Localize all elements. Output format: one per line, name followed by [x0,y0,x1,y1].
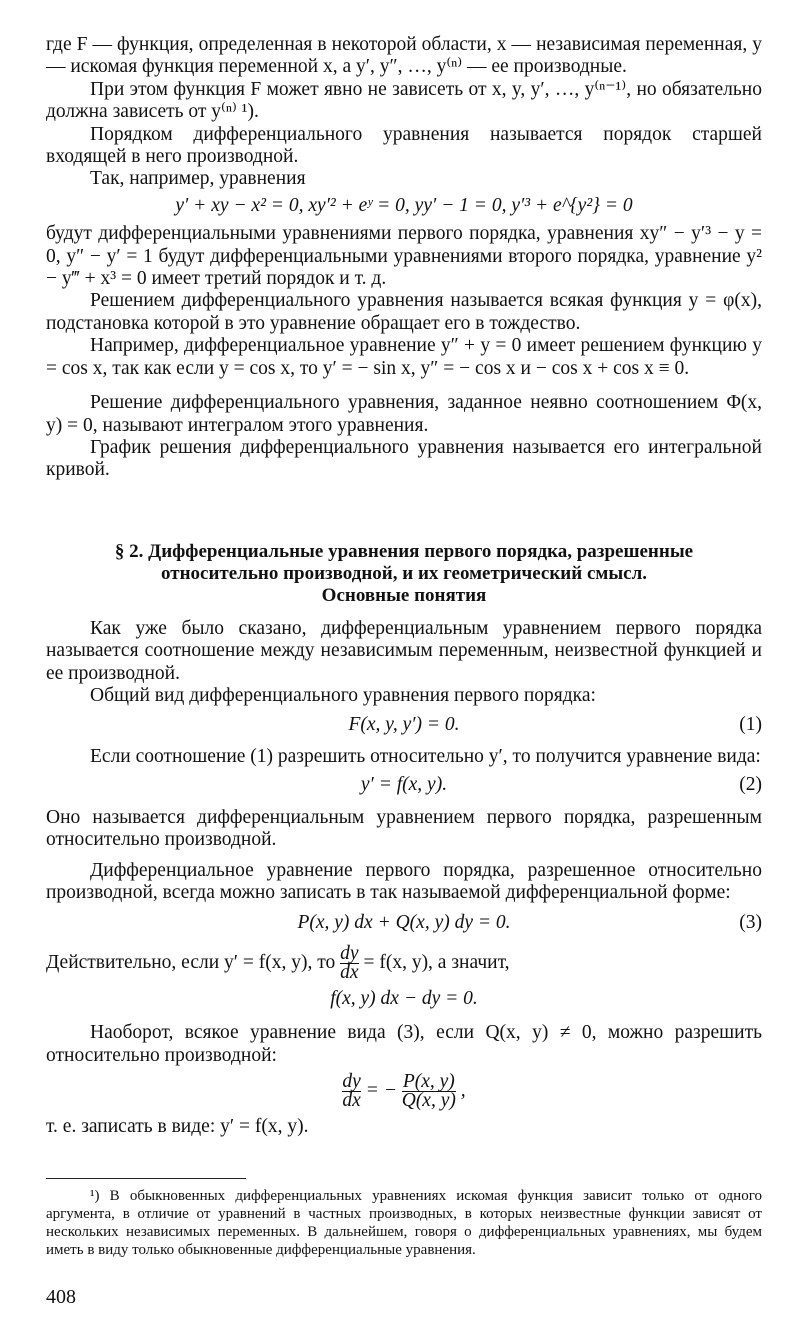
indeed-right: = f(x, y), а значит, [363,951,510,973]
equation-conversely [46,1073,762,1110]
page-number: 408 [46,1286,76,1308]
examples-equations: y′ + xy − x² = 0, xy′² + eʸ = 0, yy′ − 1 = 0, y′³ + e^{y²} = 0 [175,194,633,216]
fraction-denominator-3: Q(x, y) [401,1090,456,1112]
fraction-denominator: dx [340,961,359,983]
equation-3-text: P(x, y) dx + Q(x, y) dy = 0. [297,912,511,934]
indeed-left: Действительно, если y′ = f(x, y), то [46,951,336,973]
fraction-numerator: dy [340,942,359,964]
resolved-name-paragraph: Оно называется дифференциальным уравнением первого порядка, разрешенным относительно производной. [46,806,762,851]
implicit-paragraph: Решение дифференциального уравнения, заданное неявно соотношением Φ(x, y) = 0, называют интегралом этого уравнения. [46,392,762,436]
definition-paragraph: Как уже было сказано, дифференциальным уравнением первого порядка называется соотношение между независимым переменным, неизвестной функцией и ее производной. [46,618,762,684]
equation-2-text: y′ = f(x, y). [360,774,448,796]
section-heading-line2: относительно производной, и их геометрический смысл. [160,563,648,584]
fraction-numerator-3: P(x, y) [402,1071,455,1093]
final-line: т. е. записать в виде: y′ = f(x, y). [46,1116,309,1138]
text-block-top [46,34,762,482]
p-q-fraction [402,1073,456,1110]
dy-dx-fraction [340,942,359,983]
fraction-denominator-2: dx [342,1090,361,1112]
page-footer [46,1286,762,1309]
equation-conversely-end: , [460,1080,466,1102]
footnote-block [46,1178,762,1259]
fraction-numerator-2: dy [342,1071,361,1093]
example-paragraph: Например, дифференциальное уравнение y″ + y = 0 имеет решением функцию y = cos x, так как если y = cos x, то y′ = − sin x, y″ = − cos x и − cos x + cos x ≡ 0. [46,335,762,379]
indeed-line [46,942,762,983]
footnote: ¹) В обыкновенных дифференциальных уравнениях искомая функция зависит только от одного аргумента, в отличие от уравнений в частных производных, в которых неизвестные функции зависят от нескольких независимых переменных. В дальнейшем, говоря о дифференциальных уравнениях, мы будем иметь в виду только обыкновенные дифференциальные уравнения. [46,1188,762,1258]
equation-3-number: (3) [739,912,762,934]
equation-2-number: (2) [739,774,762,796]
intro-paragraph: где F — функция, определенная в некоторой области, x — независимая переменная, y — искомая функция переменной x, а y′, y″, …, y⁽ⁿ⁾ — ее производные. [46,34,762,78]
dy-dx-fraction-2 [342,1073,360,1110]
dependence-paragraph: При этом функция F может явно не зависеть от x, y, y′, …, y⁽ⁿ⁻¹⁾, но обязательно должна зависеть от y⁽ⁿ⁾ ¹). [46,78,762,123]
equation-1-number: (1) [739,713,762,735]
general-form-paragraph: Общий вид дифференциального уравнения первого порядка: [90,685,596,707]
text-block-bottom [46,618,762,1139]
examples-intro: Так, например, уравнения [90,168,306,190]
solution-paragraph: Решением дифференциального уравнения называется всякая функция y = φ(x), подстановка которой в это уравнение обращает его в тождество. [46,290,762,334]
conversely-paragraph: Наоборот, всякое уравнение вида (3), если Q(x, y) ≠ 0, можно разрешить относительно производной: [46,1022,762,1066]
section-heading [46,541,762,607]
equation-1-text: F(x, y, y′) = 0. [348,713,460,735]
section-heading-line1: § 2. Дифференциальные уравнения первого порядка, разрешенные [114,541,694,562]
equation-1 [46,714,762,736]
equation-conversely-mid: = − [365,1080,397,1102]
section-heading-line3: Основные понятия [321,585,487,606]
footnote-rule [46,1178,246,1179]
equation-3 [46,912,762,934]
equation-2 [46,774,762,796]
differential-form-paragraph: Дифференциальное уравнение первого порядка, разрешенное относительно производной, всегда можно записать в так называемой дифференциальной форме: [46,859,762,904]
order-paragraph: Порядком дифференциального уравнения называется порядок старшей входящей в него производной. [46,123,762,168]
resolve-paragraph: Если соотношение (1) разрешить относительно y′, то получится уравнение вида: [90,746,761,768]
examples-paragraph: будут дифференциальными уравнениями первого порядка, уравнения xy″ − y′³ − y = 0, y″ − y′ = 1 будут дифференциальными уравнениями второго порядка, уравнение y² − y‴ + x³ = 0 имеет третий порядок и т. д. [46,223,762,290]
curve-paragraph: График решения дифференциального уравнения называется его интегральной кривой. [46,436,762,481]
equation-indeed: f(x, y) dx − dy = 0. [330,987,478,1009]
